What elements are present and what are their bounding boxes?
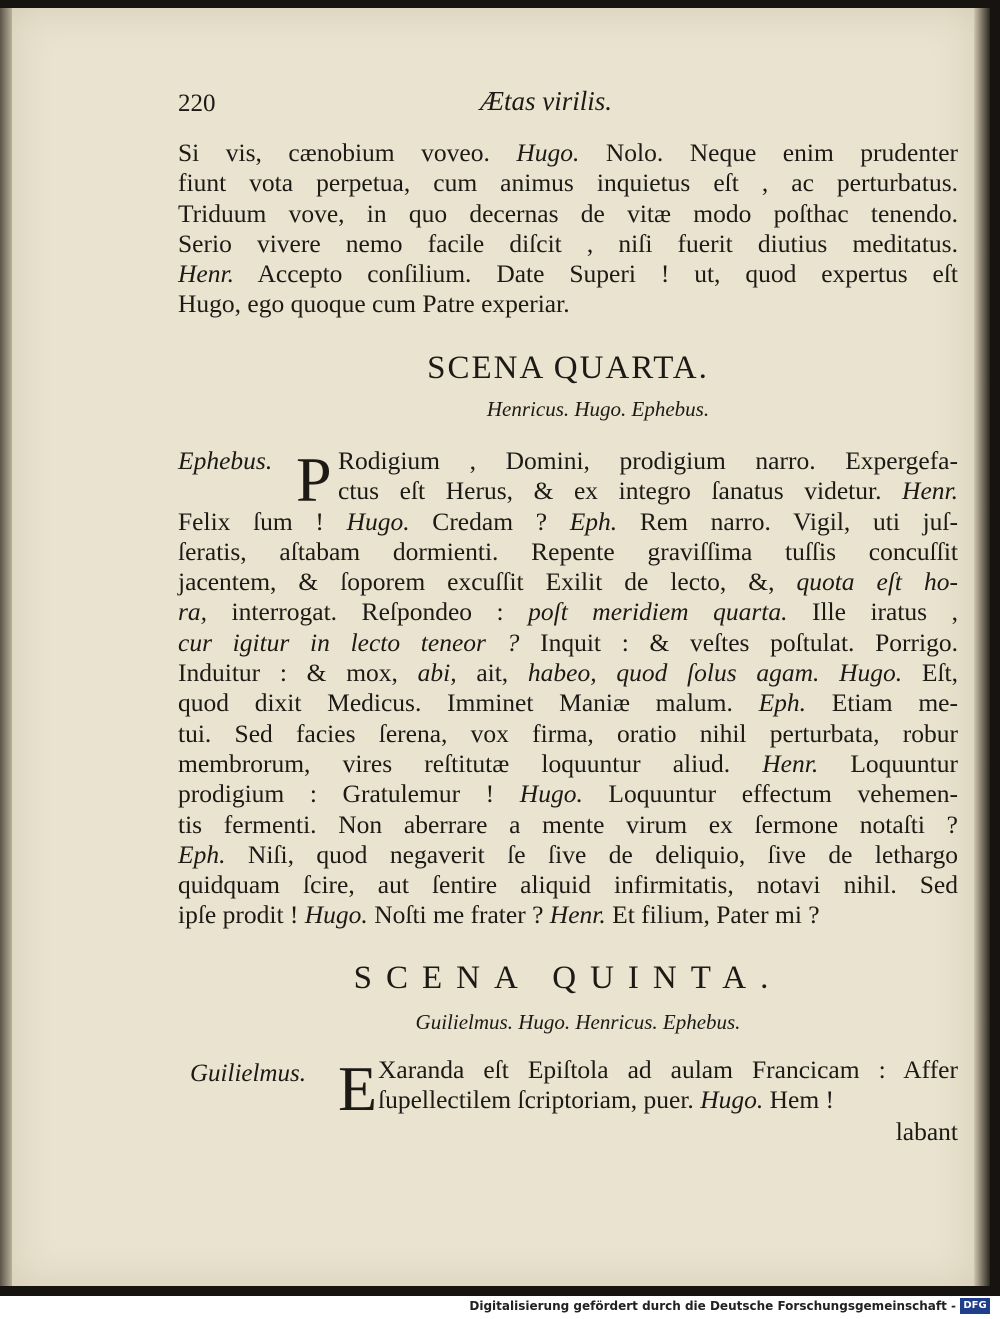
text-line xyxy=(178,749,958,779)
text-run: Rem narro. Vigil, uti juſ- xyxy=(617,506,958,536)
text-run: Accepto conſilium. Date Superi ! ut, quod expertus eſt xyxy=(233,259,958,289)
text-line xyxy=(178,628,958,658)
text-run: fiunt vota perpetua, cum animus inquietus eſt , ac perturbatus. xyxy=(178,168,958,198)
text-line xyxy=(178,537,958,567)
text-line xyxy=(178,199,958,229)
text-run xyxy=(819,658,839,687)
text-run: ait, xyxy=(456,658,528,688)
text-run: prodigium : Gratulemur ! xyxy=(178,779,520,809)
page-right-edge xyxy=(974,8,990,1286)
scene-five-title: SCENA QUINTA. xyxy=(353,960,783,996)
text-line xyxy=(178,567,958,597)
text-line xyxy=(178,900,958,930)
text-run: Serio vivere nemo facile diſcit , niſi fuerit diutius meditatus. xyxy=(178,228,958,258)
text-run: Nolo. Neque enim prudenter xyxy=(579,138,959,167)
page-number: 220 xyxy=(178,90,216,117)
italic-run: Hugo. xyxy=(516,138,580,167)
text-line xyxy=(178,870,958,900)
italic-run: ra, xyxy=(178,597,208,627)
text-run: Credam ? xyxy=(409,506,570,536)
text-line xyxy=(178,719,958,749)
text-line xyxy=(178,1085,958,1115)
text-run: Noſti me frater ? xyxy=(367,900,550,930)
italic-run: Henr. xyxy=(549,900,606,930)
italic-run: habeo, quod ſolus agam. xyxy=(527,658,820,688)
italic-run: Henr. xyxy=(902,476,958,506)
text-run: quod dixit Medicus. Imminet Maniæ malum. xyxy=(178,688,759,718)
italic-run: Henr. xyxy=(762,748,819,778)
scene-four-cast: Henricus. Hugo. Ephebus. xyxy=(486,397,710,421)
opening-paragraph xyxy=(178,138,958,320)
text-run: Ille iratus , xyxy=(787,597,958,627)
italic-run: Eph. xyxy=(569,506,618,536)
italic-run: abi, xyxy=(417,658,457,688)
text-line xyxy=(178,476,958,506)
footer-bar xyxy=(0,1296,1000,1319)
text-line xyxy=(178,507,958,537)
text-run: Hem ! xyxy=(763,1085,835,1115)
text-run: Eſt, xyxy=(902,658,958,688)
text-run: Loquuntur xyxy=(818,748,958,778)
text-run: Niſi, quod negaverit ſe ſive de deliquio, ſive de lethargo xyxy=(225,839,958,869)
text-run: Loquuntur effectum vehemen- xyxy=(582,779,958,809)
text-run: ipſe prodit ! xyxy=(178,900,305,930)
text-run: tis fermenti. Non aberrare a mente virum ex ſermone notaſti ? xyxy=(178,809,958,839)
catchword: labant xyxy=(895,1117,958,1146)
text-run: ſupellectilem ſcriptoriam, puer. xyxy=(378,1085,701,1115)
italic-run: Hugo. xyxy=(346,506,410,536)
italic-run: cur igitur in lecto teneor ? xyxy=(178,627,520,657)
italic-run: quota eſt ho- xyxy=(796,567,958,597)
text-run: Hugo, ego quoque cum Patre experiar. xyxy=(178,289,570,319)
drop-cap: P xyxy=(296,444,332,515)
page-left-edge xyxy=(0,8,12,1286)
text-run: quidquam ſcire, aut ſentire aliquid infirmitatis, notavi nihil. Sed xyxy=(178,870,958,900)
text-line xyxy=(178,597,958,627)
text-run: Inquit : & veſtes poſtulat. Porrigo. xyxy=(519,627,958,657)
text-run: Etiam me- xyxy=(806,688,958,718)
text-run: interrogat. Reſpondeo : xyxy=(207,597,529,627)
text-run: Triduum vove, in quo decernas de vitæ modo poſthac tenendo. xyxy=(178,198,958,228)
text-run: Xaranda eſt Epiſtola ad aulam Francicam : Affer xyxy=(378,1055,958,1084)
italic-run: Hugo. xyxy=(304,900,368,930)
italic-run: Hugo. xyxy=(519,779,583,809)
text-run: Et filium, Pater mi ? xyxy=(605,900,820,930)
text-run: Felix ſum ! xyxy=(178,506,347,536)
scene-five-text xyxy=(178,1053,958,1124)
italic-run: Hugo. xyxy=(839,658,903,688)
scene-four-text xyxy=(178,446,958,931)
running-head: Ætas virilis. xyxy=(480,86,613,116)
speaker-label: Guilielmus. xyxy=(190,1060,306,1087)
text-line xyxy=(178,779,958,809)
italic-run: Henr. xyxy=(178,259,234,289)
italic-run: Eph. xyxy=(758,688,807,718)
italic-run: Hugo. xyxy=(700,1085,764,1115)
speaker-label: Ephebus. xyxy=(178,446,273,475)
italic-run: poſt meridiem quarta. xyxy=(528,597,788,627)
funding-notice: Digitalisierung gefördert durch die Deutsche Forschungsgemeinschaft - xyxy=(469,1299,956,1313)
text-run: ctus eſt Herus, & ex integro ſanatus videtur. xyxy=(338,476,903,506)
text-line xyxy=(178,688,958,718)
text-run: tui. Sed facies ſerena, vox firma, oratio nihil perturbata, robur xyxy=(178,718,958,748)
text-run: membrorum, vires reſtitutæ loquuntur aliud. xyxy=(178,748,763,778)
text-line xyxy=(178,259,958,289)
italic-run: Eph. xyxy=(178,839,226,869)
text-run: Si vis, cænobium voveo. xyxy=(178,138,517,167)
text-line xyxy=(178,138,958,168)
text-run: Rodigium , Domini, prodigium narro. Expergefa- xyxy=(338,446,958,475)
text-line xyxy=(178,289,958,319)
scene-four-title: SCENA QUARTA. xyxy=(427,350,709,386)
text-run: Induitur : & mox, xyxy=(178,658,418,688)
text-line xyxy=(178,168,958,198)
drop-cap: E xyxy=(338,1053,378,1124)
text-run: ſeratis, aſtabam dormienti. Repente graviſſima tuſſis concuſſit xyxy=(178,536,958,566)
text-line xyxy=(178,229,958,259)
text-line xyxy=(178,658,958,688)
text-run: jacentem, & ſoporem excuſſit Exilit de lecto, &, xyxy=(178,567,797,597)
text-line xyxy=(178,810,958,840)
dfg-logo: DFG xyxy=(960,1298,990,1314)
scene-five-cast: Guilielmus. Hugo. Henricus. Ephebus. xyxy=(415,1010,741,1034)
text-line xyxy=(178,840,958,870)
text-line xyxy=(178,446,958,476)
